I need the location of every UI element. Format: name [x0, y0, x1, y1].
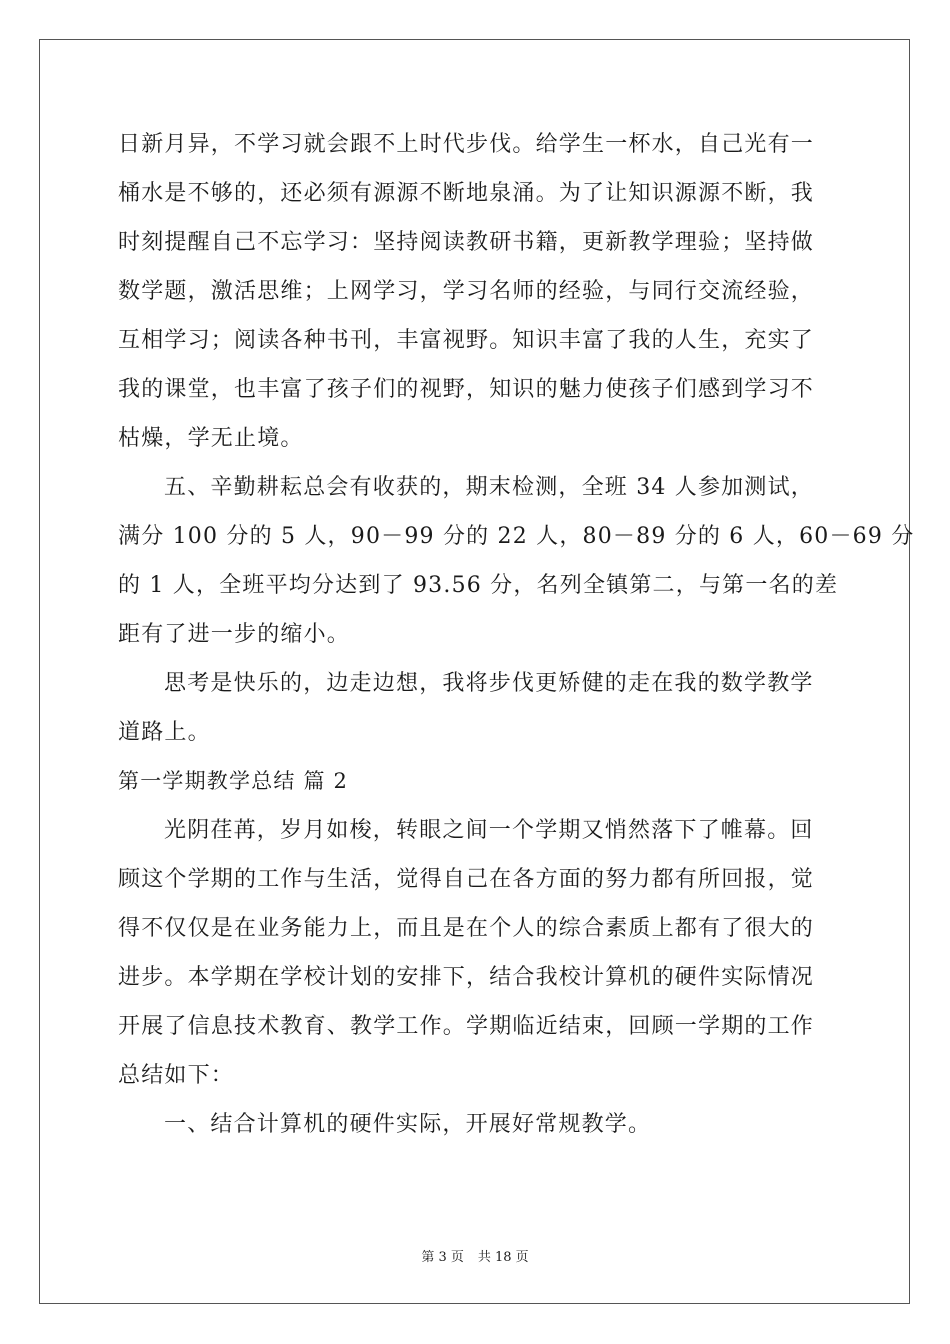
page-number: 第 3 页: [421, 1250, 464, 1265]
paragraph-start-line: 一、结合计算机的硬件实际，开展好常规教学。: [164, 1112, 652, 1137]
text-line: 桶水是不够的，还必须有源源不断地泉涌。为了让知识源源不断，我: [118, 181, 815, 206]
text-line: 的 1 人，全班平均分达到了 93.56 分，名列全镇第二，与第一名的差: [118, 573, 839, 598]
text-line: 进步。本学期在学校计划的安排下，结合我校计算机的硬件实际情况: [118, 965, 815, 990]
page-total: 共 18 页: [477, 1250, 529, 1265]
text-line: 开展了信息技术教育、教学工作。学期临近结束，回顾一学期的工作: [118, 1014, 815, 1039]
text-line: 日新月异，不学习就会跟不上时代步伐。给学生一杯水，自己光有一: [118, 132, 815, 157]
paragraph-start-line: 五、辛勤耕耘总会有收获的，期末检测，全班 34 人参加测试，: [164, 475, 814, 500]
text-line: 顾这个学期的工作与生活，觉得自己在各方面的努力都有所回报，觉: [118, 867, 815, 892]
paragraph-start-line: 思考是快乐的，边走边想，我将步伐更矫健的走在我的数学教学: [164, 671, 814, 696]
text-line: 互相学习；阅读各种书刊，丰富视野。知识丰富了我的人生，充实了: [118, 328, 815, 353]
text-line: 总结如下：: [118, 1063, 235, 1088]
text-line: 得不仅仅是在业务能力上，而且是在个人的综合素质上都有了很大的: [118, 916, 815, 941]
section-heading: 第一学期教学总结 篇 2: [118, 769, 349, 793]
text-line: 时刻提醒自己不忘学习：坚持阅读教研书籍，更新教学理验；坚持做: [118, 230, 815, 255]
document-body: [118, 120, 915, 1149]
text-line: 道路上。: [118, 720, 211, 745]
text-line: 我的课堂，也丰富了孩子们的视野，知识的魅力使孩子们感到学习不: [118, 377, 815, 402]
text-line: 距有了进一步的缩小。: [118, 622, 351, 647]
text-line: 数学题，激活思维；上网学习，学习名师的经验，与同行交流经验，: [118, 279, 815, 304]
page-footer: [0, 1246, 950, 1265]
text-line: 满分 100 分的 5 人，90－99 分的 22 人，80－89 分的 6 人，60－69 分: [118, 524, 915, 549]
paragraph-start-line: 光阴荏苒，岁月如梭，转眼之间一个学期又悄然落下了帷幕。回: [164, 818, 814, 843]
text-line: 枯燥，学无止境。: [118, 426, 304, 451]
